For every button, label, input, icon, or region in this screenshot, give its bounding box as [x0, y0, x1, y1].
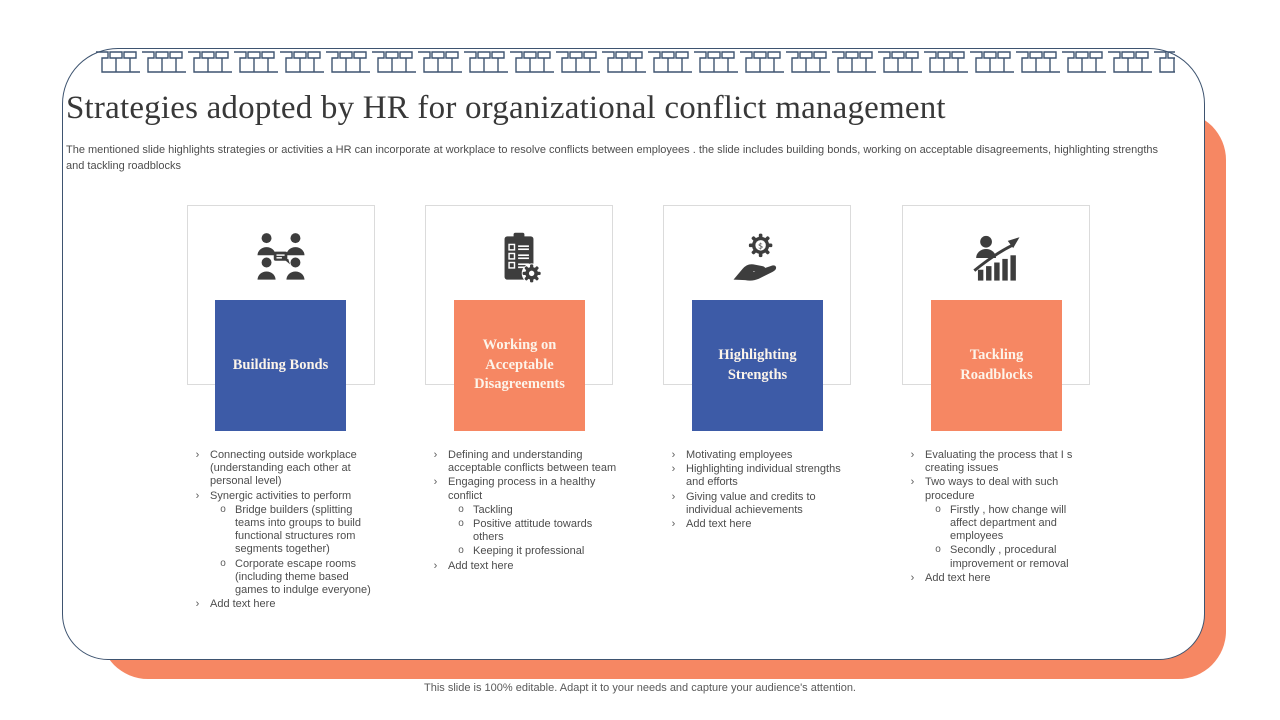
bullet-marker: ›: [433, 476, 438, 489]
bullet-item: [427, 545, 617, 558]
checklist-gear-icon: [425, 230, 613, 286]
bullet-item: [904, 544, 1094, 570]
bullet-item: [427, 449, 617, 475]
bullet-list: [189, 449, 379, 612]
slide-footer-note: This slide is 100% editable. Adapt it to your needs and capture your audience's attention.: [424, 682, 856, 694]
bullet-text: Add text here: [686, 517, 752, 530]
svg-text:$: $: [758, 240, 764, 251]
bullet-list: [665, 449, 855, 532]
bullet-marker: o: [935, 544, 941, 556]
growth-chart-icon: [902, 230, 1090, 286]
bullet-item: [427, 504, 617, 517]
bullet-text: Add text here: [925, 571, 991, 584]
bullet-marker: o: [935, 503, 941, 515]
bullet-text: Two ways to deal with such procedure: [925, 476, 1059, 502]
bullet-marker: ›: [671, 517, 676, 530]
bullet-marker: ›: [910, 571, 915, 584]
bullet-marker: ›: [671, 463, 676, 476]
slide-title: Strategies adopted by HR for organizational conflict management: [66, 90, 946, 126]
bullet-list: [904, 449, 1094, 586]
bullet-item: [665, 491, 855, 517]
bullet-item: [665, 449, 855, 462]
bullet-item: [189, 504, 379, 557]
bullet-text: Positive attitude towards others: [473, 517, 593, 544]
bullet-marker: o: [458, 545, 464, 557]
bullet-marker: ›: [910, 449, 915, 461]
bullet-marker: ›: [195, 598, 200, 611]
strategy-label-box: Highlighting Strengths: [692, 300, 823, 431]
bullet-item: [427, 560, 617, 573]
bullet-marker: o: [220, 503, 226, 515]
bullet-marker: o: [458, 517, 464, 529]
bullet-text: Corporate escape rooms (including theme based games to indulge everyone): [235, 557, 371, 596]
bullet-item: [665, 463, 855, 489]
slide-subtitle: The mentioned slide highlights strategies or activities a HR can incorporate at workplace to resolve conflicts between employees . the slide includes building bonds, working on acceptable disagreements, highlighting strengths and tackling roadblocks: [66, 144, 1159, 172]
bullet-text: Firstly , how change will affect department and employees: [950, 503, 1067, 543]
bullet-text: Tackling: [473, 503, 513, 516]
bullet-marker: o: [458, 503, 464, 515]
bullet-item: [665, 518, 855, 531]
bullet-item: [427, 476, 617, 502]
bullet-marker: ›: [195, 489, 200, 502]
bullet-marker: ›: [433, 449, 438, 461]
bullet-item: [189, 598, 379, 611]
bullet-marker: ›: [433, 559, 438, 572]
bullet-text: Engaging process in a healthy conflict: [448, 476, 596, 502]
bullet-text: Defining and understanding acceptable conflicts between team: [448, 449, 617, 475]
bullet-item: [189, 449, 379, 489]
bullet-text: Evaluating the process that I s creating issues: [925, 449, 1073, 475]
bullet-item: [189, 558, 379, 598]
team-discussion-icon: [187, 230, 375, 286]
bullet-item: [189, 490, 379, 503]
bullet-text: Giving value and credits to individual achievements: [686, 490, 816, 516]
bullet-marker: ›: [671, 449, 676, 461]
bullet-text: Motivating employees: [686, 449, 793, 461]
bullet-text: Keeping it professional: [473, 545, 585, 558]
bullet-text: Add text here: [448, 559, 514, 572]
bullet-marker: ›: [195, 449, 200, 461]
bullet-item: [904, 449, 1094, 475]
bullet-text: Synergic activities to perform: [210, 489, 352, 502]
bullet-text: Connecting outside workplace (understanding each other at personal level): [210, 449, 357, 488]
bullet-text: Secondly , procedural improvement or removal: [950, 544, 1069, 570]
bullet-text: Highlighting individual strengths and efforts: [686, 463, 841, 489]
bullet-marker: ›: [671, 490, 676, 503]
bullet-marker: o: [220, 557, 226, 569]
bullet-item: [904, 504, 1094, 544]
strategy-label-box: Working on Acceptable Disagreements: [454, 300, 585, 431]
bullet-item: [904, 476, 1094, 502]
bullet-text: Bridge builders (splitting teams into groups to build functional structures rom segments together): [235, 503, 361, 556]
strategy-label-box: Building Bonds: [215, 300, 346, 431]
meander-border-decoration: [95, 47, 1175, 81]
hand-gear-dollar-icon: [663, 230, 851, 286]
bullet-marker: ›: [910, 476, 915, 489]
bullet-item: [904, 572, 1094, 585]
bullet-text: Add text here: [210, 598, 276, 611]
bullet-list: [427, 449, 617, 574]
strategy-label-box: Tackling Roadblocks: [931, 300, 1062, 431]
bullet-item: [427, 518, 617, 544]
